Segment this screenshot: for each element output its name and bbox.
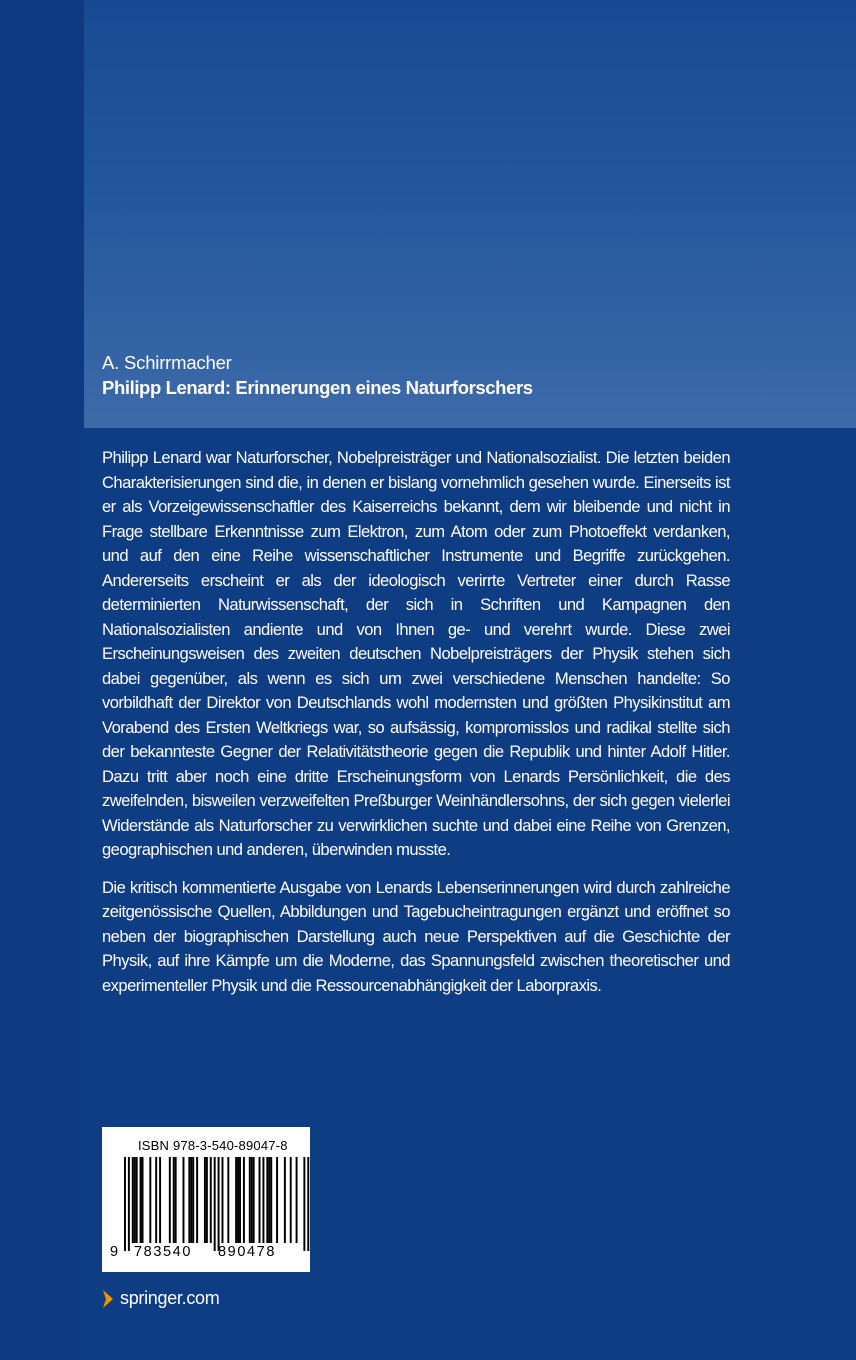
barcode-bar	[270, 1157, 272, 1243]
barcode-bar	[303, 1157, 305, 1251]
barcode-bar	[214, 1157, 216, 1251]
barcode-bar	[175, 1157, 177, 1243]
publisher-link[interactable]	[102, 1288, 219, 1309]
barcode-bar	[210, 1157, 212, 1243]
chevron-right-icon	[102, 1289, 114, 1309]
barcode-bar	[149, 1157, 151, 1243]
barcode-bar	[190, 1157, 192, 1243]
barcode-bar	[266, 1157, 268, 1243]
barcode-bar	[132, 1157, 134, 1243]
barcode-bar	[173, 1157, 175, 1243]
barcode-bar	[268, 1157, 270, 1243]
barcode-bar	[155, 1157, 157, 1243]
book-title: Philipp Lenard: Erinnerungen eines Naturforschers	[102, 377, 533, 398]
barcode-bar	[249, 1157, 251, 1243]
barcode-bar	[237, 1157, 239, 1243]
barcode-bar	[235, 1157, 237, 1243]
barcode-bar	[204, 1157, 206, 1243]
barcode-bar	[159, 1157, 161, 1243]
barcode-bar	[140, 1157, 142, 1243]
barcode-bar	[284, 1157, 286, 1243]
barcode-bar	[253, 1157, 255, 1243]
barcode-bar	[134, 1157, 136, 1243]
isbn-barcode	[102, 1127, 310, 1272]
barcode-bar	[307, 1157, 309, 1251]
barcode-bar	[222, 1157, 224, 1243]
barcode-bar	[276, 1157, 278, 1243]
barcode-bar	[196, 1157, 198, 1243]
barcode-first-digit: 9	[110, 1244, 119, 1260]
blurb-paragraph-2: Die kritisch kommentierte Ausgabe von Lenards Lebenserinnerungen wird durch zahlreiche zeitgenössische Quellen, Abbildungen und Tagebucheintragungen ergänzt und eröffnet so neben der biographischen Darstellung auch neue Perspektiven auf die Geschichte der Physik, auf ihre Kämpfe um die Moderne, das Spannungsfeld zwischen theoretischer und experimenteller Physik und die Ressourcenabhängigkeit der Laborpraxis.	[102, 877, 730, 995]
barcode-bar	[259, 1157, 261, 1243]
blurb-paragraph-1: Philipp Lenard war Naturforscher, Nobelpreisträger und Nationalsozialist. Die letzten beiden Charakterisierungen sind die, in denen er bislang vornehmlich gesehen wurde. Einerseits ist er als Vorzeigewissenschaftler des Kaiserreichs bekannt, dem wir bleibende und nicht in Frage stellbare Erkenntnisse zum Elektron, zum Atom oder zum Photoeffekt verdanken, und auf den eine Reihe wissenschaftlicher Instrumente und Begriffe zurückgehen. Andererseits erscheint er als der ideologisch verirrte Vertreter einer durch Rasse determinierten Naturwissenschaft, der sich in Schriften und Kampagnen den Nationalsozialisten andiente und von Ihnen ge- und verehrt wurde. Diese zwei Erscheinungsweisen des zweiten deutschen Nobelpreisträgers der Physik stehen sich dabei gegenüber, als wenn es sich um zwei verschiedene Menschen handelte: So vorbildhaft der Direktor von Deutschlands wohl modernsten und größten Physikinstitut am Vorabend des Ersten Weltkriegs war, so aufsässig, kompromisslos und radikal stellte sich der bekannteste Gegner der Relativitätstheorie gegen die Republik und hinter Adolf Hitler. Dazu tritt aber noch eine dritte Erscheinungsform von Lenards Persönlichkeit, die des zweifelnden, bisweilen verzweifelten Preßburger Weinhändlersohns, der sich gegen vielerlei Widerstände als Naturforscher zu verwirklichen suchte und dabei eine Reihe von Grenzen, geographischen und anderen, überwinden musste.	[102, 448, 730, 859]
barcode-bar	[218, 1157, 220, 1251]
barcode-bar	[251, 1157, 253, 1243]
barcode-bar	[243, 1157, 245, 1243]
barcode-bar	[227, 1157, 229, 1243]
barcode-bar	[262, 1157, 264, 1243]
publisher-url: springer.com	[120, 1288, 220, 1308]
barcode-bar	[290, 1157, 292, 1243]
barcode-bar	[124, 1157, 126, 1251]
barcode-right-digits: 890478	[218, 1244, 276, 1260]
barcode-bar	[188, 1157, 190, 1243]
isbn-label: ISBN 978-3-540-89047-8	[138, 1138, 288, 1153]
author-name: A. Schirrmacher	[102, 352, 232, 373]
spine-strip	[0, 0, 84, 1360]
barcode-bar	[192, 1157, 194, 1243]
barcode-bar	[136, 1157, 138, 1243]
barcode-bar	[296, 1157, 298, 1243]
blurb-text	[102, 446, 730, 1011]
barcode-left-digits: 783540	[134, 1244, 192, 1260]
barcode-bar	[206, 1157, 208, 1243]
barcode-bar	[183, 1157, 185, 1243]
barcode-bar	[128, 1157, 130, 1251]
barcode-bar	[239, 1157, 241, 1243]
barcode-bar	[142, 1157, 144, 1243]
barcode-bar	[169, 1157, 171, 1243]
